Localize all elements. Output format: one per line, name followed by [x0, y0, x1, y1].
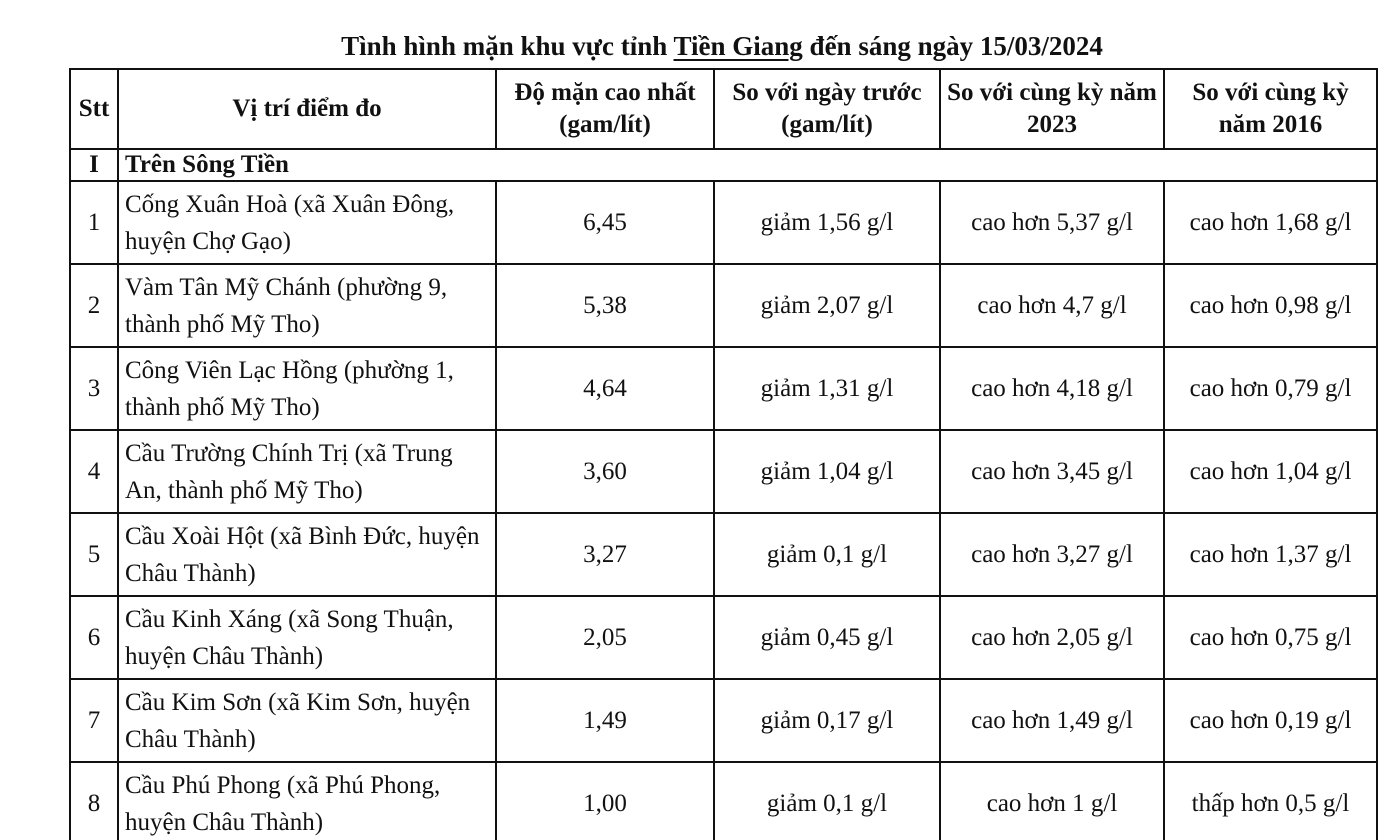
table-row	[70, 762, 1377, 840]
title-prefix: Tình hình mặn khu vực tỉnh	[341, 31, 674, 62]
row-location: Cầu Trường Chính Trị (xã Trung An, thành phố Mỹ Tho)	[118, 430, 496, 513]
row-location: Cầu Kinh Xáng (xã Song Thuận, huyện Châu Thành)	[118, 596, 496, 679]
title-underlined-province: Tiền Giang	[673, 31, 803, 62]
title-suffix: đến sáng ngày 15/03/2024	[802, 31, 1103, 62]
row-location: Cầu Kim Sơn (xã Kim Sơn, huyện Châu Thành)	[118, 679, 496, 762]
table-row	[70, 596, 1377, 679]
row-vs-2023: cao hơn 1,49 g/l	[940, 679, 1164, 762]
row-location: Cống Xuân Hoà (xã Xuân Đông, huyện Chợ Gạo)	[118, 181, 496, 264]
row-max-salinity: 4,64	[496, 347, 714, 430]
table-row	[70, 430, 1377, 513]
row-vs-2023: cao hơn 5,37 g/l	[940, 181, 1164, 264]
row-vs-previous-day: giảm 0,1 g/l	[714, 513, 940, 596]
row-max-salinity: 5,38	[496, 264, 714, 347]
row-vs-previous-day: giảm 1,56 g/l	[714, 181, 940, 264]
row-vs-previous-day: giảm 1,31 g/l	[714, 347, 940, 430]
row-vs-2023: cao hơn 2,05 g/l	[940, 596, 1164, 679]
header-max-salinity: Độ mặn cao nhất (gam/lít)	[496, 69, 714, 149]
row-vs-2016: cao hơn 0,75 g/l	[1164, 596, 1377, 679]
header-vs-2016: So với cùng kỳ năm 2016	[1164, 69, 1377, 149]
row-stt: 3	[70, 347, 118, 430]
row-max-salinity: 1,49	[496, 679, 714, 762]
row-stt: 8	[70, 762, 118, 840]
row-location: Vàm Tân Mỹ Chánh (phường 9, thành phố Mỹ Tho)	[118, 264, 496, 347]
header-vs-2023: So với cùng kỳ năm 2023	[940, 69, 1164, 149]
row-vs-previous-day: giảm 0,17 g/l	[714, 679, 940, 762]
row-vs-previous-day: giảm 0,45 g/l	[714, 596, 940, 679]
row-vs-previous-day: giảm 0,1 g/l	[714, 762, 940, 840]
row-vs-2016: cao hơn 0,98 g/l	[1164, 264, 1377, 347]
row-max-salinity: 6,45	[496, 181, 714, 264]
document-title	[0, 28, 1400, 64]
row-stt: 1	[70, 181, 118, 264]
row-vs-2023: cao hơn 3,45 g/l	[940, 430, 1164, 513]
header-stt: Stt	[70, 69, 118, 149]
row-vs-2016: cao hơn 1,68 g/l	[1164, 181, 1377, 264]
row-vs-2016: cao hơn 1,37 g/l	[1164, 513, 1377, 596]
row-vs-2016: cao hơn 0,79 g/l	[1164, 347, 1377, 430]
row-stt: 5	[70, 513, 118, 596]
row-location: Công Viên Lạc Hồng (phường 1, thành phố Mỹ Tho)	[118, 347, 496, 430]
row-vs-2023: cao hơn 1 g/l	[940, 762, 1164, 840]
section-label: Trên Sông Tiền	[118, 149, 1377, 181]
row-max-salinity: 3,27	[496, 513, 714, 596]
row-vs-previous-day: giảm 1,04 g/l	[714, 430, 940, 513]
row-vs-2023: cao hơn 4,7 g/l	[940, 264, 1164, 347]
section-numeral: I	[70, 149, 118, 181]
header-location: Vị trí điểm đo	[118, 69, 496, 149]
row-stt: 7	[70, 679, 118, 762]
table-row	[70, 513, 1377, 596]
salinity-table	[69, 68, 1378, 840]
section-row	[70, 149, 1377, 181]
table-row	[70, 679, 1377, 762]
table-row	[70, 264, 1377, 347]
row-stt: 6	[70, 596, 118, 679]
row-stt: 2	[70, 264, 118, 347]
row-max-salinity: 2,05	[496, 596, 714, 679]
row-max-salinity: 1,00	[496, 762, 714, 840]
row-vs-2016: cao hơn 0,19 g/l	[1164, 679, 1377, 762]
row-vs-previous-day: giảm 2,07 g/l	[714, 264, 940, 347]
row-location: Cầu Phú Phong (xã Phú Phong, huyện Châu Thành)	[118, 762, 496, 840]
table-header-row	[70, 69, 1377, 149]
row-vs-2016: thấp hơn 0,5 g/l	[1164, 762, 1377, 840]
table-row	[70, 347, 1377, 430]
table-row	[70, 181, 1377, 264]
row-location: Cầu Xoài Hột (xã Bình Đức, huyện Châu Thành)	[118, 513, 496, 596]
row-stt: 4	[70, 430, 118, 513]
row-vs-2023: cao hơn 4,18 g/l	[940, 347, 1164, 430]
row-vs-2016: cao hơn 1,04 g/l	[1164, 430, 1377, 513]
header-vs-previous-day: So với ngày trước (gam/lít)	[714, 69, 940, 149]
row-vs-2023: cao hơn 3,27 g/l	[940, 513, 1164, 596]
row-max-salinity: 3,60	[496, 430, 714, 513]
